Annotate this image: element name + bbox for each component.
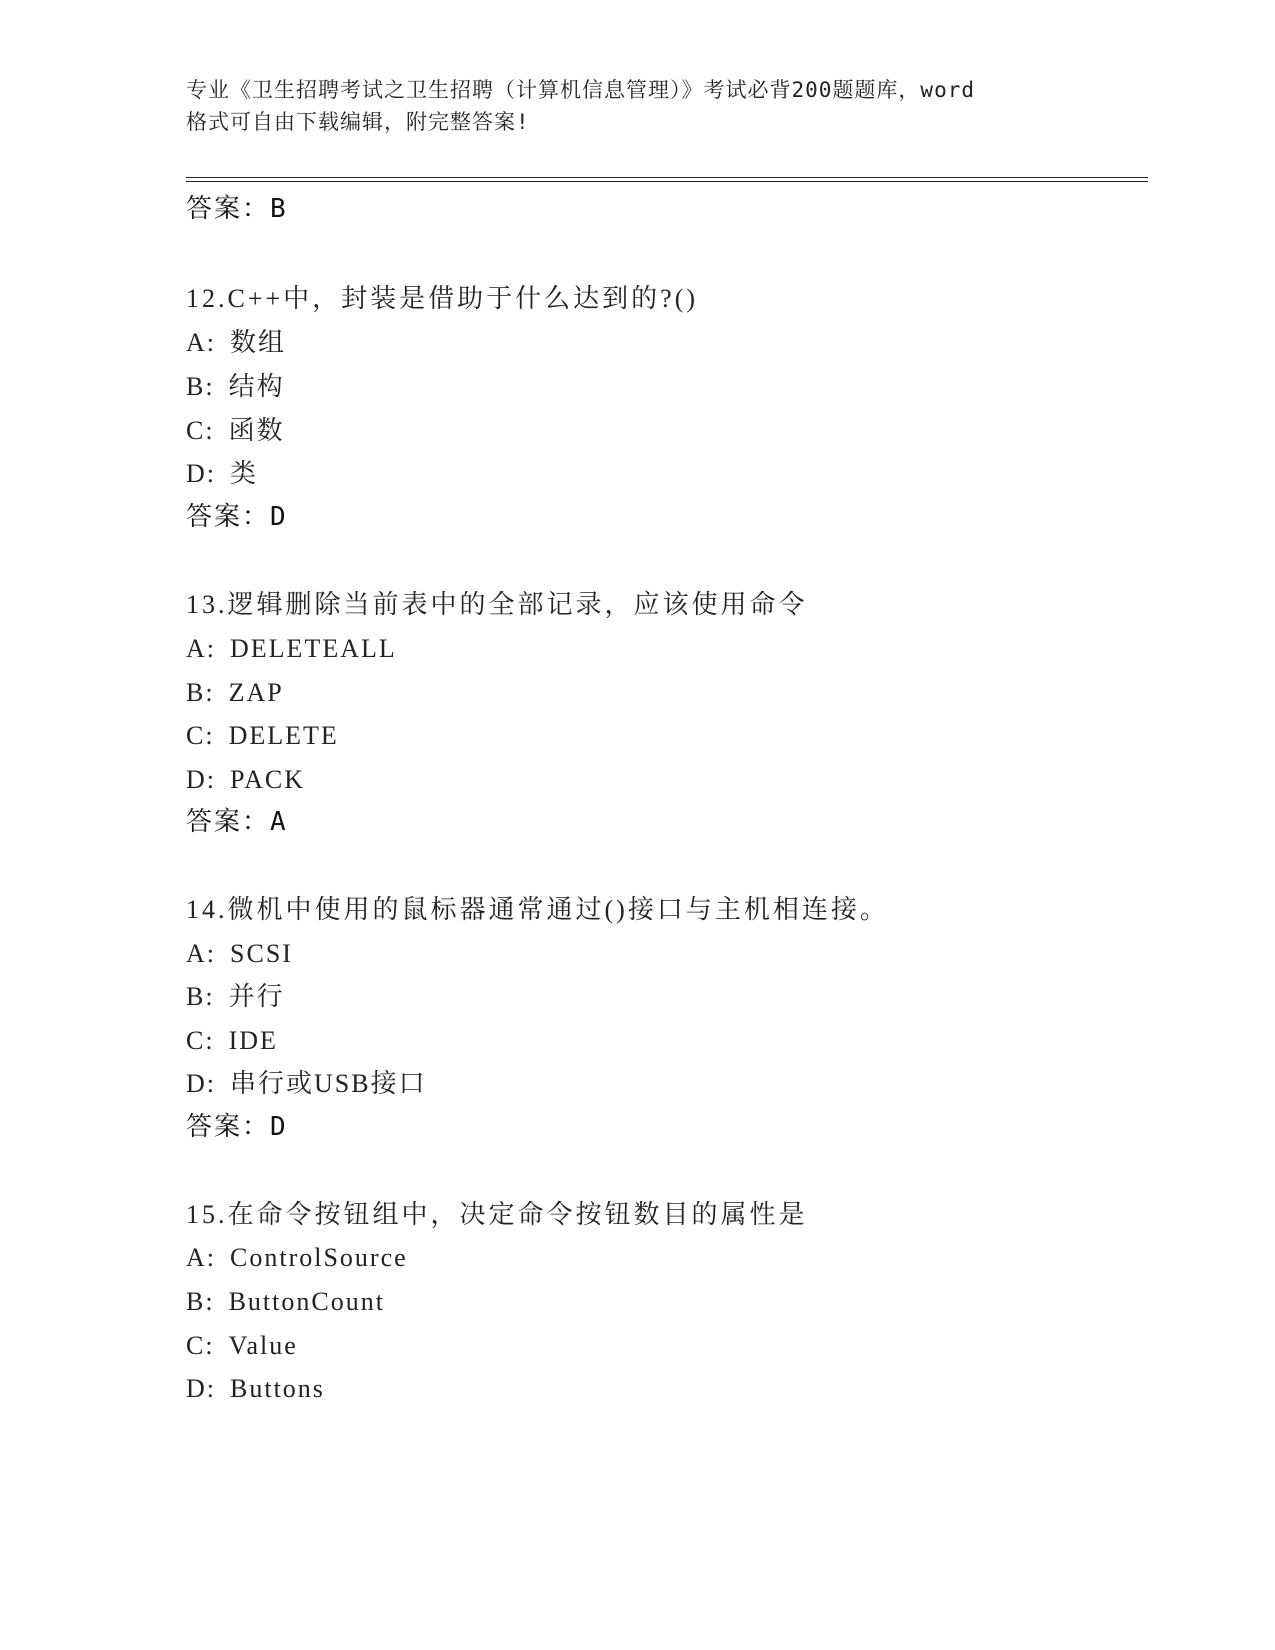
- option-line: [186, 1285, 385, 1319]
- option-separator: :: [205, 1287, 215, 1316]
- header-line-1: 专业《卫生招聘考试之卫生招聘（计算机信息管理）》考试必背200题题库，word: [186, 78, 975, 102]
- option-key: C: [186, 1026, 206, 1055]
- option-line: [186, 370, 285, 404]
- option-key: B: [186, 678, 206, 707]
- option-text: 数组: [230, 328, 287, 357]
- question-stem: 13.逻辑删除当前表中的全部记录，应该使用命令: [186, 590, 808, 619]
- option-text: 并行: [228, 982, 285, 1011]
- option-text: 函数: [228, 416, 285, 445]
- option-line: [186, 1372, 325, 1406]
- option-separator: :: [205, 372, 215, 401]
- option-separator: :: [206, 765, 217, 794]
- header-line-2: 格式可自由下载编辑，附完整答案!: [186, 110, 530, 134]
- option-line: [186, 1067, 427, 1101]
- option-text: DELETE: [228, 721, 339, 750]
- option-line: [186, 937, 293, 971]
- option-line: [186, 980, 285, 1014]
- option-separator: :: [205, 982, 215, 1011]
- option-key: A: [186, 939, 207, 968]
- answer-line: 答案：B: [186, 194, 288, 224]
- option-line: [186, 1329, 298, 1363]
- option-key: B: [186, 982, 206, 1011]
- option-line: [186, 763, 305, 797]
- option-separator: :: [206, 939, 217, 968]
- option-text: SCSI: [230, 939, 293, 968]
- option-key: D: [186, 1374, 207, 1403]
- option-line: [186, 457, 258, 491]
- answer-line: 答案：D: [186, 1112, 288, 1142]
- option-text: ControlSource: [230, 1243, 408, 1272]
- option-text: ZAP: [228, 678, 284, 707]
- question-stem: 12.C++中，封装是借助于什么达到的?(): [186, 284, 699, 313]
- option-key: D: [186, 765, 207, 794]
- option-text: 类: [230, 459, 259, 488]
- document-header: [186, 74, 1086, 138]
- option-key: B: [186, 1287, 206, 1316]
- option-text: 结构: [228, 372, 285, 401]
- question-stem: 15.在命令按钮组中，决定命令按钮数目的属性是: [186, 1200, 808, 1229]
- option-line: [186, 632, 397, 666]
- option-text: Buttons: [230, 1374, 325, 1403]
- option-text: DELETEALL: [230, 634, 397, 663]
- option-line: [186, 1024, 278, 1058]
- answer-line: 答案：D: [186, 502, 288, 532]
- option-separator: :: [206, 328, 217, 357]
- option-key: B: [186, 372, 206, 401]
- header-divider: [186, 177, 1148, 182]
- option-key: C: [186, 416, 206, 445]
- option-separator: :: [206, 1069, 217, 1098]
- option-key: D: [186, 1069, 207, 1098]
- option-separator: :: [206, 1374, 217, 1403]
- question-stem: 14.微机中使用的鼠标器通常通过()接口与主机相连接。: [186, 895, 889, 924]
- option-key: C: [186, 721, 206, 750]
- option-key: D: [186, 459, 207, 488]
- option-text: ButtonCount: [228, 1287, 385, 1316]
- option-separator: :: [205, 721, 215, 750]
- option-key: C: [186, 1331, 206, 1360]
- option-key: A: [186, 1243, 207, 1272]
- option-separator: :: [205, 1026, 215, 1055]
- answer-line: 答案：A: [186, 807, 288, 837]
- option-line: [186, 719, 339, 753]
- option-line: [186, 1241, 408, 1275]
- option-separator: :: [205, 1331, 215, 1360]
- option-line: [186, 326, 286, 360]
- option-text: Value: [228, 1331, 298, 1360]
- option-separator: :: [206, 459, 217, 488]
- option-line: [186, 414, 285, 448]
- option-line: [186, 676, 284, 710]
- option-key: A: [186, 634, 207, 663]
- option-text: IDE: [228, 1026, 278, 1055]
- option-text: 串行或USB接口: [230, 1069, 427, 1098]
- option-text: PACK: [230, 765, 305, 794]
- option-key: A: [186, 328, 207, 357]
- option-separator: :: [206, 634, 217, 663]
- option-separator: :: [205, 678, 215, 707]
- option-separator: :: [206, 1243, 217, 1272]
- option-separator: :: [205, 416, 215, 445]
